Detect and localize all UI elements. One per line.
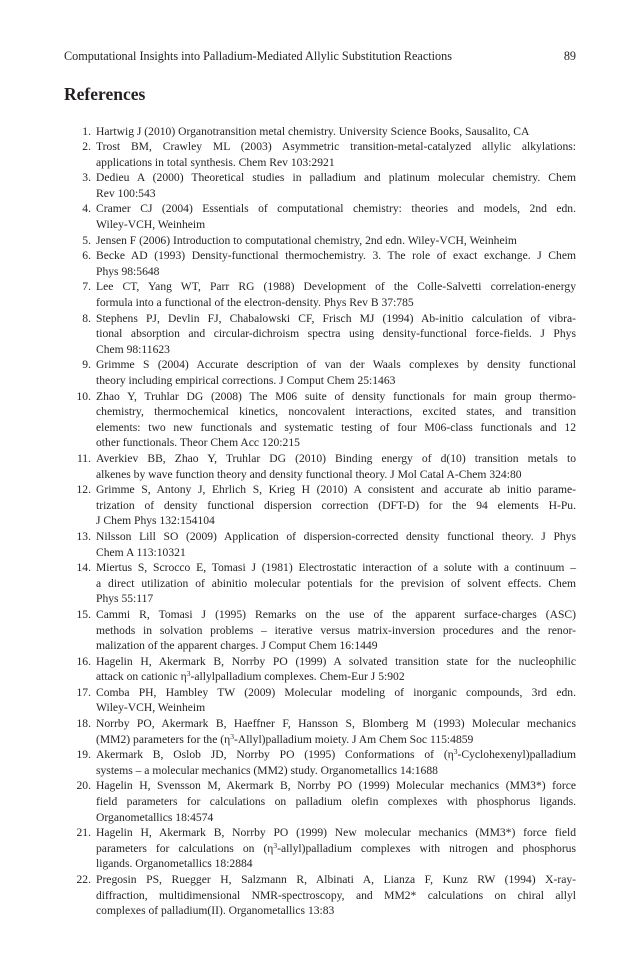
reference-line: attack on cationic $\eta^3$-allylpalladium complexes. Chem-Eur J 5:902 — [96, 669, 405, 684]
reference-line: (MM2) parameters for the $(\eta^3-Allyl)palladium$ moiety. J Am Chem Soc 115:4859 — [96, 731, 474, 746]
page-number: 89 — [563, 49, 576, 63]
reference-number: 18. — [76, 717, 91, 731]
reference-line: malization of the apparent charges. J Comput Chem 16:1449 — [96, 639, 378, 653]
reference-item — [64, 825, 576, 872]
reference-line: alkenes by wave function theory and density functional theory. J Mol Catal A-Chem 324:80 — [96, 467, 522, 481]
reference-number: 11. — [76, 451, 91, 465]
reference-number: 7. — [82, 280, 91, 294]
reference-line: Cammi R, Tomasi J (1995) Remarks on the use of the apparent surface-charges (ASC) — [96, 607, 576, 621]
reference-line: tional absorption and circular-dichroism spectra using density-functional force-fields. J Phys — [96, 327, 576, 341]
reference-line: Averkiev BB, Zhao Y, Truhlar DG (2010) Binding energy of d(10) transition metals to — [96, 451, 576, 465]
reference-line: complexes of palladium(II). Organometallics 13:83 — [96, 904, 335, 918]
reference-line: methods in solvation problems – iterative versus matrix-inversion procedures and the renor- — [96, 623, 576, 637]
reference-line: a direct utilization of abinitio molecular potentials for the prevision of solvent effects. Chem — [96, 576, 576, 590]
reference-number: 16. — [76, 654, 91, 668]
reference-number: 17. — [76, 685, 91, 699]
reference-line: Stephens PJ, Devlin FJ, Chabalowski CF, Frisch MJ (1994) Ab-initio calculation of vibra- — [96, 311, 576, 325]
reference-line: systems – a molecular mechanics (MM2) study. Organometallics 14:1688 — [96, 763, 438, 777]
reference-item — [64, 560, 576, 607]
reference-number: 3. — [82, 171, 91, 185]
reference-line: J Chem Phys 132:154104 — [96, 514, 215, 528]
reference-line: Chem 98:11623 — [96, 342, 170, 356]
reference-item — [64, 201, 576, 232]
reference-number: 19. — [76, 748, 91, 762]
reference-item — [64, 357, 576, 388]
reference-line: Organometallics 18:4574 — [96, 810, 214, 824]
reference-line: Phys 55:117 — [96, 592, 154, 606]
reference-number: 12. — [76, 483, 91, 497]
reference-line: diffraction, multidimensional NMR-spectroscopy, and MM2* calculations on chiral allyl — [96, 888, 576, 902]
reference-item — [64, 747, 576, 778]
reference-number: 21. — [76, 826, 91, 840]
reference-number: 22. — [76, 873, 91, 886]
reference-number: 2. — [82, 140, 91, 154]
reference-line: Zhao Y, Truhlar DG (2008) The M06 suite of density functionals for main group thermo- — [96, 389, 576, 403]
reference-line: Lee CT, Yang WT, Parr RG (1988) Development of the Colle-Salvetti correlation-energy — [96, 280, 576, 294]
reference-line: parameters for calculations on $(\eta^3-allyl)palladium$ complexes with nitrogen and phosphorus — [96, 840, 576, 855]
reference-number: 8. — [82, 311, 91, 325]
reference-line: Hartwig J (2010) Organotransition metal chemistry. University Science Books, Sausalito, CA — [96, 124, 530, 138]
reference-number: 14. — [76, 561, 91, 575]
reference-line: Trost BM, Crawley ML (2003) Asymmetric transition-metal-catalyzed allylic alkylations: — [96, 140, 576, 154]
reference-line: Miertus S, Scrocco E, Tomasi J (1981) Electrostatic interaction of a solute with a continuum – — [96, 561, 576, 575]
reference-line: Chem A 113:10321 — [96, 545, 186, 559]
reference-line: elements: two new functionals and systematic testing of four M06-class functionals and 12 — [96, 420, 576, 434]
reference-item — [64, 233, 576, 249]
reference-item — [64, 778, 576, 825]
reference-number: 4. — [82, 202, 91, 216]
reference-line: Wiley-VCH, Weinheim — [96, 701, 206, 715]
reference-number: 10. — [76, 389, 91, 403]
reference-item — [64, 872, 576, 919]
reference-item — [64, 139, 576, 170]
reference-line: field parameters for calculations on palladium olefin complexes with phosphorus ligands. — [96, 795, 576, 809]
reference-item — [64, 685, 576, 716]
reference-item — [64, 389, 576, 451]
reference-line: trization of density functional dispersion correction (DFT-D) for the 94 elements H-Pu. — [96, 498, 576, 512]
reference-number: 15. — [76, 607, 91, 621]
running-header — [64, 48, 576, 64]
reference-line: Hagelin H, Svensson M, Akermark B, Norrby PO (1999) Molecular mechanics (MM3*) force — [96, 779, 576, 793]
reference-item — [64, 124, 576, 140]
reference-line: theory including empirical corrections. J Comput Chem 25:1463 — [96, 374, 396, 387]
reference-number: 5. — [82, 233, 91, 247]
reference-number: 6. — [82, 249, 91, 263]
reference-line: Hagelin H, Akermark B, Norrby PO (1999) New molecular mechanics (MM3*) force field — [96, 826, 576, 840]
reference-number: 9. — [82, 358, 91, 372]
reference-item — [64, 607, 576, 654]
reference-line: Grimme S, Antony J, Ehrlich S, Krieg H (2010) A consistent and accurate ab initio parame- — [96, 483, 576, 497]
reference-line: Nilsson Lill SO (2009) Application of dispersion-corrected density functional theory. J Phys — [96, 529, 576, 543]
reference-item — [64, 716, 576, 747]
reference-line: Phys 98:5648 — [96, 264, 160, 278]
reference-line: Dedieu A (2000) Theoretical studies in palladium and platinum molecular chemistry. Chem — [96, 171, 576, 185]
reference-line: Pregosin PS, Ruegger H, Salzmann R, Albinati A, Lianza F, Kunz RW (1994) X-ray- — [96, 873, 576, 886]
reference-line: other functionals. Theor Chem Acc 120:215 — [96, 436, 300, 450]
reference-item — [64, 248, 576, 279]
reference-number: 20. — [76, 779, 91, 793]
reference-line: Jensen F (2006) Introduction to computational chemistry, 2nd edn. Wiley-VCH, Weinheim — [96, 233, 517, 247]
reference-number: 13. — [76, 529, 91, 543]
reference-item — [64, 311, 576, 358]
reference-item — [64, 482, 576, 529]
reference-item — [64, 279, 576, 310]
reference-line: applications in total synthesis. Chem Rev 103:2921 — [96, 155, 335, 169]
reference-line: Hagelin H, Akermark B, Norrby PO (1999) A solvated transition state for the nucleophilic — [96, 654, 576, 668]
reference-line: Rev 100:543 — [96, 186, 156, 200]
reference-list — [64, 124, 576, 919]
reference-line: ligands. Organometallics 18:2884 — [96, 857, 253, 871]
reference-line: Norrby PO, Akermark B, Haeffner F, Hansson S, Blomberg M (1993) Molecular mechanics — [96, 717, 576, 731]
reference-line: Akermark B, Oslob JD, Norrby PO (1995) Conformations of $(\eta^3-Cyclohexenyl)palladium$ — [96, 747, 576, 762]
reference-line: formula into a functional of the electron-density. Phys Rev B 37:785 — [96, 296, 414, 310]
reference-line: Comba PH, Hambley TW (2009) Molecular modeling of inorganic compounds, 3rd edn. — [96, 685, 576, 699]
reference-item — [64, 170, 576, 201]
reference-line: chemistry, thermochemical kinetics, noncovalent interactions, excited states, and transition — [96, 405, 576, 419]
section-title: References — [64, 84, 146, 104]
reference-item — [64, 529, 576, 560]
running-title: Computational Insights into Palladium-Mediated Allylic Substitution Reactions — [64, 49, 452, 63]
reference-item — [64, 654, 576, 685]
reference-item — [64, 451, 576, 482]
reference-line: Grimme S (2004) Accurate description of van der Waals complexes by density functional — [96, 358, 576, 372]
reference-line: Wiley-VCH, Weinheim — [96, 218, 206, 232]
reference-line: Becke AD (1993) Density-functional thermochemistry. 3. The role of exact exchange. J Chem — [96, 249, 576, 263]
reference-line: Cramer CJ (2004) Essentials of computational chemistry: theories and models, 2nd edn. — [96, 202, 576, 216]
reference-number: 1. — [82, 124, 91, 138]
